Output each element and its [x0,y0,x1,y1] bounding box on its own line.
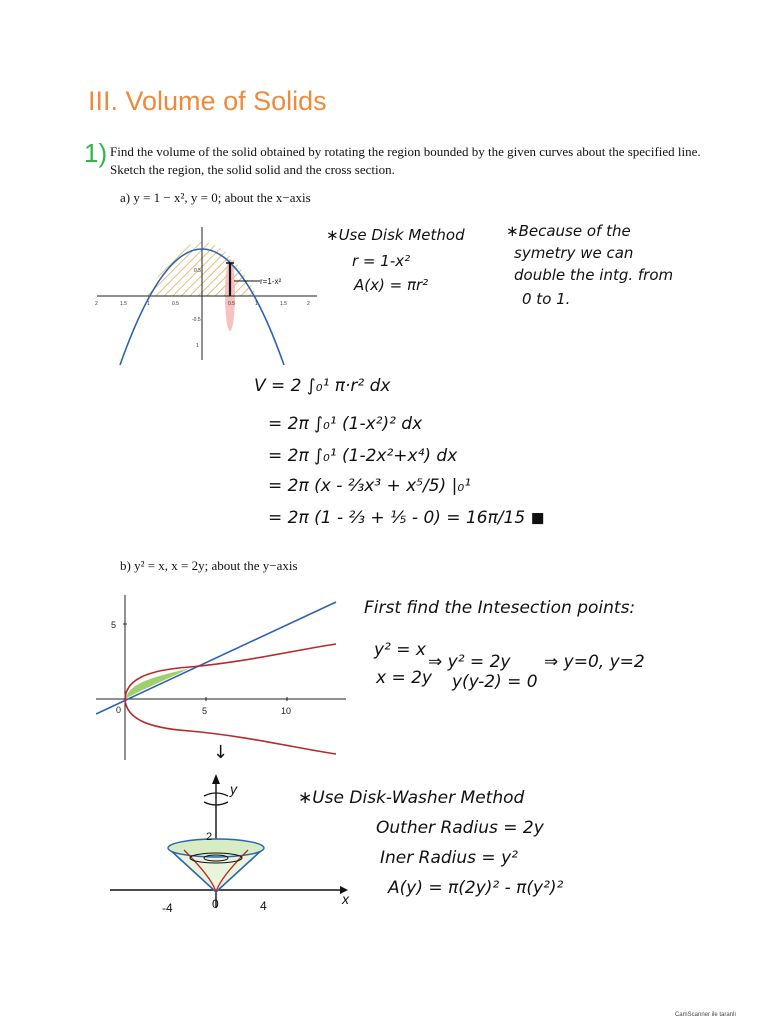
tick: 1.5 [120,301,127,307]
solution-line: = 2π (x - ⅔x³ + x⁵/5) |₀¹ [268,476,471,496]
scanner-footer: CamScanner ile taranlı [674,1012,736,1018]
method-note: A(y) = π(2y)² - π(y²)² [388,878,564,898]
top-disk [168,839,264,857]
axis-label-x: x [342,891,349,907]
part-a-label: a) y = 1 − x², y = 0; about the x−axis [120,190,311,205]
down-arrow-icon: ↓ [213,742,229,763]
tick: -4 [162,901,173,915]
tick: 2 [95,301,98,307]
height-label: 2 [206,831,213,843]
symmetry-note: ∗Because of the [506,222,631,240]
tick: 1.5 [280,301,287,307]
method-note: ∗Use Disk-Washer Method [298,788,525,808]
question-prompt: Find the volume of the solid obtained by rotating the region bounded by the given curves about the specified line. Sketch the region, the solid solid and the cross section. [110,144,701,177]
equation: x = 2y [376,668,432,688]
line-x-eq-2y [96,602,336,714]
axis-label-y: y [230,781,237,797]
tick: 1 [196,343,199,349]
tick: 0.5 [172,301,179,307]
section-title: III. Volume of Solids [88,86,327,116]
question-number: 1) [84,138,108,168]
method-note: Iner Radius = y² [380,848,518,868]
method-note: Outher Radius = 2y [376,818,544,838]
part-b-graph [96,590,346,760]
symmetry-note: 0 to 1. [522,290,571,308]
curve-lower [125,699,336,754]
tick: 1 [255,301,258,307]
solution-line: V = 2 ∫₀¹ π·r² dx [254,376,391,396]
solution-line: = 2π ∫₀¹ (1-2x²+x⁴) dx [268,446,458,466]
method-note: r = 1-x² [352,252,411,270]
tick: 0.5 [228,301,235,307]
solution-line: = 2π ∫₀¹ (1-x²)² dx [268,414,423,434]
equation: ⇒ y² = 2y [428,652,511,672]
solution-line: = 2π (1 - ⅔ + ⅕ - 0) = 16π/15 ◼ [268,508,545,528]
symmetry-note: double the intg. from [514,266,674,284]
tick: 0.5 [194,268,201,274]
tick: 10 [281,706,292,716]
bounded-region [125,668,190,699]
tick: 5 [111,620,117,630]
tick: 2 [307,301,310,307]
r-label: r=1-x² [260,277,282,286]
tick: 5 [202,706,208,716]
symmetry-note: symetry we can [514,244,634,262]
equation: ⇒ y=0, y=2 [544,652,645,672]
method-note: ∗Use Disk Method [326,226,465,244]
tick: 0 [116,705,122,715]
curve-upper [125,644,336,699]
method-note: A(x) = πr² [354,276,429,294]
tick: 1 [147,301,150,307]
part-a-graph [92,215,324,365]
equation: y² = x [374,640,426,660]
part-b-label: b) y² = x, x = 2y; about the y−axis [120,558,298,573]
tick: 0 [212,897,219,911]
tick: 4 [260,899,267,913]
equation: y(y-2) = 0 [452,672,538,692]
intersection-title: First find the Intesection points: [364,598,636,618]
tick: -0.5 [192,317,201,323]
